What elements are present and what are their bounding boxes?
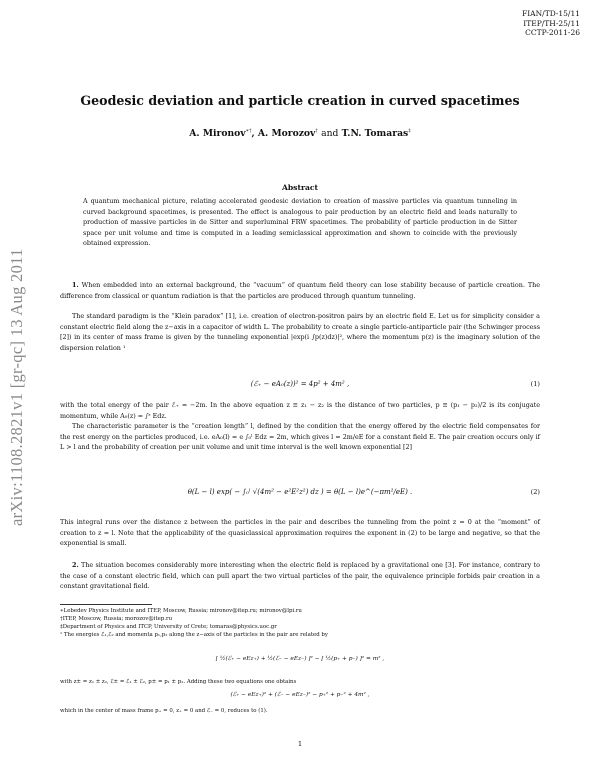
paragraph	[60, 421, 540, 453]
equation-2	[60, 488, 540, 496]
equation-1	[60, 380, 540, 388]
footnote: ‡Department of Physics and ITCP, University of Crete; tomaras@physics.uoc.gr	[60, 624, 277, 630]
paragraph	[60, 311, 540, 353]
footnote-equation: (ℰ₊ − eEz₊)² + (ℰ₋ − eEz₋)² − p₊² + p₋² + 4m² ,	[230, 692, 370, 698]
section-1-paragraph	[60, 280, 540, 301]
author-list: A. Mironov∗†, A. Morozov† and T.N. Tomaras‡	[189, 128, 411, 140]
footnote-equation: [ ½(ℰ₊ − eEz₊) + ½(ℰ₋ − eEz₋) ]² − [ ½(p₊ + p₋) ]² = m² ,	[215, 656, 385, 662]
equation-number: (2)	[530, 488, 540, 496]
footnote: with z± = z₁ ± z₂, ℰ± = ℰ₁ ± ℰ₂, p± = p₁ ± p₂. Adding these two equations one obtains	[60, 679, 297, 685]
footnote: ∗Lebedev Physics Institute and ITEP, Moscow, Russia; mironov@itep.ru; mironov@lpi.ru	[60, 608, 302, 614]
section-2-paragraph	[60, 560, 540, 592]
preprint-numbers	[470, 9, 580, 38]
footnote: †ITEP, Moscow, Russia; morozov@itep.ru	[60, 616, 173, 622]
arxiv-sidebar-stamp: arXiv:1108.2821v1 [gr-qc] 13 Aug 2011	[7, 248, 26, 526]
equation-body: (ℰ₊ − eA₀(z))² = 4p² + 4m² ,	[250, 380, 350, 388]
author-name: T.N. Tomaras	[341, 128, 409, 140]
preprint-line: ITEP/TH-25/11	[523, 18, 580, 28]
preprint-line: FIAN/TD-15/11	[522, 9, 580, 18]
paragraph-text: The situation becomes considerably more interesting when the electric field is replaced by a gravitational one [3]. For instance, contrary to the case of a constant electric field, which can pull apart the two virtual particles of the pair, the equivalence principle forbids pair creation in a constant gravitational field.	[60, 561, 540, 590]
affiliation-marker: ‡	[408, 128, 411, 134]
affiliation-marker: †	[315, 128, 318, 134]
author-name: A. Morozov	[257, 128, 316, 140]
preprint-line: CCTP-2011-26	[525, 28, 580, 37]
paragraph-text: The standard paradigm is the “Klein paradox” [1], i.e. creation of electron-positron pairs by an electric field E. Let us for simplicity consider a constant electric field along the z−axis in a capacitor of width L. The probability to create a single particle-antiparticle pair (the Schwinger process [2]) in its center of mass frame is given by the tunneling exponential |exp(i ∫p(z)dz)|², where the momentum p(z) is the imaginary solution of the dispersion relation ¹	[60, 312, 540, 352]
author-name: A. Mironov	[189, 128, 246, 140]
equation-body: θ(L − l) exp( − ∫₀ˡ √(4m² − e²E²z²) dz ) = θ(L − l)e^(−πm²/eE) .	[187, 488, 413, 496]
abstract-text: A quantum mechanical picture, relating accelerated geodesic deviation to creation of massive particles via quantum tunneling in curved background spacetimes, is presented. The effect is analogous to pair production by an electric field and leads naturally to production of massive particles in de Sitter and superluminal FRW spacetimes. The probability of particle production in de Sitter space per unit volume and time is computed in a leading semiclassical approximation and shown to coincide with the previously obtained expression.	[83, 197, 517, 247]
equation-number: (1)	[530, 380, 540, 388]
abstract-heading: Abstract	[281, 183, 319, 192]
paragraph-text: with the total energy of the pair ℰ₊ = −2m. In the above equation z ≡ z₁ − z₂ is the distance of two particles, p ≡ (p₁ − p₂)/2 is its conjugate momentum, while A₀(z) = ∫ᶻ Edz.	[60, 401, 540, 420]
paragraph-text: This integral runs over the distance z between the particles in the pair and describes the tunneling from the point z = 0 at the “moment” of creation to z = l. Note that the applicability of the quasiclassical approximation requires the exponent in (2) to be large and negative, so that the exponential is small.	[60, 518, 540, 547]
author-conjunction: and	[321, 128, 339, 140]
page-number: 1	[297, 740, 303, 748]
paragraph-text: The characteristic parameter is the “creation length” l, defined by the condition that the energy offered by the electric field compensates for the rest energy on the particles produced, i.e. eA₀(l) = e ∫₀ˡ Edz = 2m, which gives l = 2m/eE for a constant field E. The pair creation occurs only if L > l and the probability of creation per unit volume and unit time interval is the well known exponential [2]	[60, 422, 540, 451]
section-number: 2.	[72, 561, 79, 569]
affiliation-marker: †	[249, 128, 252, 134]
footnote-rule	[60, 604, 152, 605]
paragraph-text: When embedded into an external background, the “vacuum” of quantum field theory can lose stability because of particle creation. The difference from classical or quantum radiation is that the particles are produced through quantum tunneling.	[60, 281, 540, 300]
paper-title: Geodesic deviation and particle creation in curved spacetimes	[80, 93, 520, 108]
footnote: which in the center of mass frame p₊ = 0, z₊ = 0 and ℰ₋ = 0, reduces to (1).	[60, 708, 268, 714]
footnote: ¹ The energies ℰ₁,ℰ₂ and momenta p₁,p₂ along the z−axis of the particles in the pair are related by	[60, 632, 328, 638]
paragraph	[60, 517, 540, 549]
paragraph	[60, 400, 540, 421]
affiliation-marker: ∗	[245, 128, 250, 134]
section-number: 1.	[72, 281, 79, 289]
